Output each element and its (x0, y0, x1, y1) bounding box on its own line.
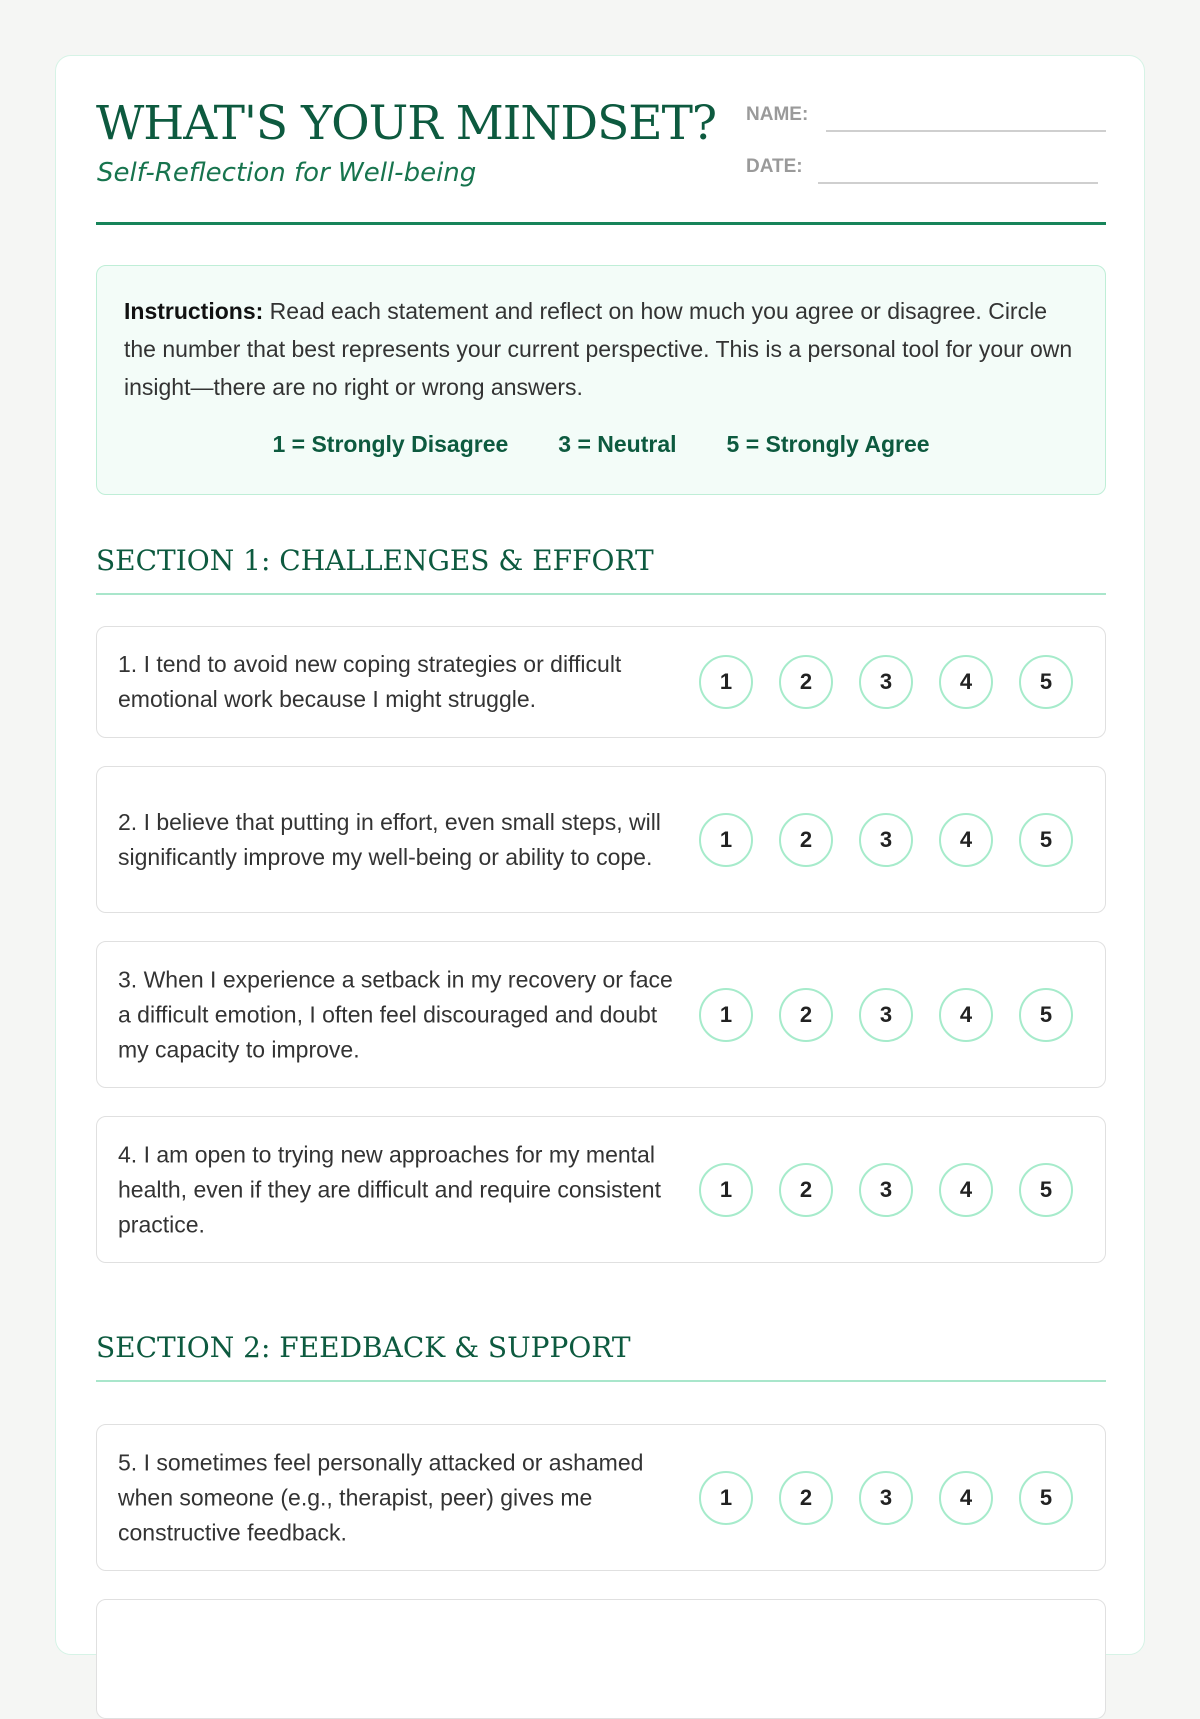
question-card (96, 1599, 1106, 1719)
scale-label-1: 1 = Strongly Disagree (272, 431, 509, 457)
date-label: DATE: (746, 156, 803, 177)
header-divider (96, 222, 1106, 225)
rating-options (699, 1471, 1079, 1525)
rating-options (699, 988, 1079, 1042)
rating-options (699, 655, 1079, 709)
rating-option-3[interactable]: 3 (859, 988, 913, 1042)
instructions-lead: Instructions: (124, 298, 264, 324)
question-text: 5. I sometimes feel personally attacked or ashamed when someone (e.g., therapist, peer) gives me constructive feedback. (118, 1449, 644, 1545)
section-divider (96, 593, 1106, 595)
section-title: SECTION 1: CHALLENGES & EFFORT (96, 544, 654, 577)
instructions-box (96, 265, 1106, 495)
rating-option-1[interactable]: 1 (699, 1163, 753, 1217)
rating-option-5[interactable]: 5 (1019, 1471, 1073, 1525)
rating-option-2[interactable]: 2 (779, 655, 833, 709)
instructions-body: Read each statement and reflect on how much you agree or disagree. Circle the number that best represents your current perspective. This is a personal tool for your own insight—there are no right or wrong answers. (124, 298, 1073, 400)
rating-option-4[interactable]: 4 (939, 1471, 993, 1525)
scale-label-5: 5 = Strongly Agree (726, 431, 930, 457)
rating-option-1[interactable]: 1 (699, 655, 753, 709)
question-card (96, 941, 1106, 1088)
worksheet-card (55, 55, 1145, 1655)
question-card (96, 1116, 1106, 1263)
header (96, 96, 1106, 226)
rating-option-5[interactable]: 5 (1019, 813, 1073, 867)
rating-option-3[interactable]: 3 (859, 1471, 913, 1525)
name-field[interactable] (826, 130, 1106, 132)
rating-option-5[interactable]: 5 (1019, 1163, 1073, 1217)
question-card (96, 626, 1106, 738)
name-label: NAME: (746, 104, 809, 125)
question-card (96, 766, 1106, 913)
rating-scale-legend (97, 431, 1105, 458)
page-subtitle: Self-Reflection for Well-being (97, 158, 477, 188)
page-title: WHAT'S YOUR MINDSET? (96, 96, 717, 151)
question-card (96, 1424, 1106, 1571)
rating-option-4[interactable]: 4 (939, 1163, 993, 1217)
date-field[interactable] (818, 182, 1098, 184)
rating-option-3[interactable]: 3 (859, 813, 913, 867)
rating-option-3[interactable]: 3 (859, 655, 913, 709)
question-text: 4. I am open to trying new approaches for my mental health, even if they are difficult and require consistent practice. (118, 1141, 661, 1237)
rating-option-1[interactable]: 1 (699, 813, 753, 867)
rating-option-4[interactable]: 4 (939, 813, 993, 867)
question-text: 3. When I experience a setback in my recovery or face a difficult emotion, I often feel discouraged and doubt my capacity to improve. (118, 966, 673, 1062)
rating-option-4[interactable]: 4 (939, 988, 993, 1042)
scale-label-3: 3 = Neutral (558, 431, 677, 457)
rating-option-3[interactable]: 3 (859, 1163, 913, 1217)
rating-option-2[interactable]: 2 (779, 988, 833, 1042)
question-text: 1. I tend to avoid new coping strategies or difficult emotional work because I might struggle. (118, 651, 622, 712)
rating-options (699, 813, 1079, 867)
instructions-text (124, 292, 1078, 406)
rating-options (699, 1163, 1079, 1217)
rating-option-1[interactable]: 1 (699, 988, 753, 1042)
rating-option-4[interactable]: 4 (939, 655, 993, 709)
rating-option-5[interactable]: 5 (1019, 655, 1073, 709)
rating-option-1[interactable]: 1 (699, 1471, 753, 1525)
rating-option-5[interactable]: 5 (1019, 988, 1073, 1042)
question-text: 2. I believe that putting in effort, even small steps, will significantly improve my well-being or ability to cope. (118, 808, 661, 870)
rating-option-2[interactable]: 2 (779, 813, 833, 867)
rating-option-2[interactable]: 2 (779, 1163, 833, 1217)
section-divider (96, 1380, 1106, 1382)
section-title: SECTION 2: FEEDBACK & SUPPORT (96, 1331, 631, 1364)
rating-option-2[interactable]: 2 (779, 1471, 833, 1525)
